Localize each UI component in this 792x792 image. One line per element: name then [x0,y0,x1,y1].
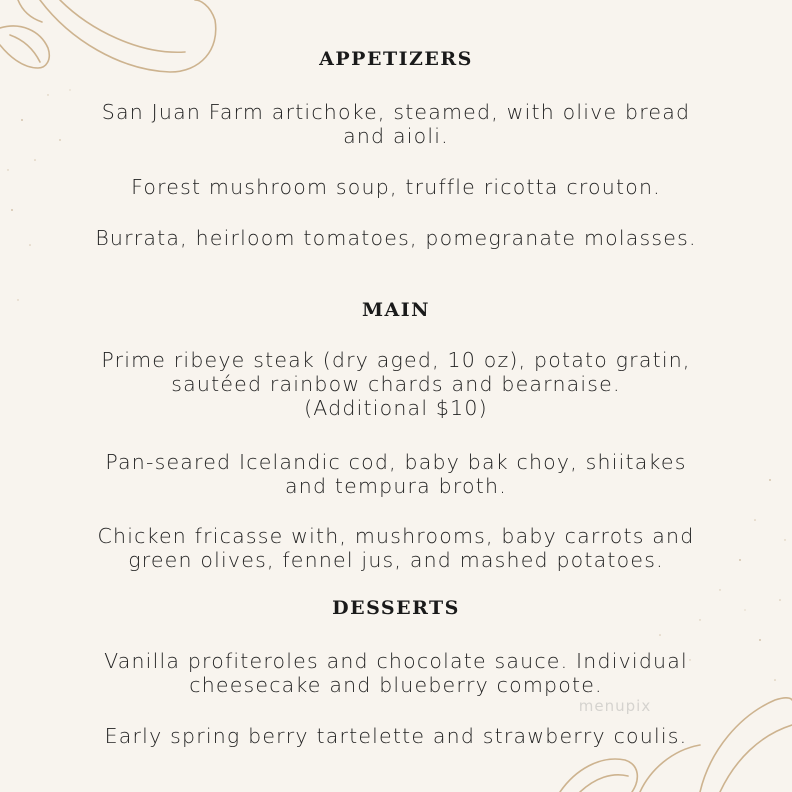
menu-item [40,724,752,748]
menu-item [40,226,752,250]
menu-item-line: green olives, fennel jus, and mashed potatoes. [128,548,664,572]
menu-item-line: Pan-seared Icelandic cod, baby bak choy, shiitakes [105,450,687,474]
menu-item-line: Forest mushroom soup, truffle ricotta crouton. [131,175,661,199]
menu-item [40,100,752,148]
menu-item-line: and tempura broth. [285,474,507,498]
menu-item-line: cheesecake and blueberry compote. [189,673,603,697]
menu-item-line: sautéed rainbow chards and bearnaise. [171,372,621,396]
appetizers-heading: APPETIZERS [319,48,473,70]
menu-item [40,524,752,572]
menu-item [40,450,752,498]
desserts-heading: DESSERTS [332,597,460,619]
menu-item-line: Early spring berry tartelette and strawberry coulis. [104,724,688,748]
menu-item [40,649,752,697]
menu-item-line: Vanilla profiteroles and chocolate sauce. Individual [104,649,688,673]
menu-item-line: Chicken fricasse with, mushrooms, baby carrots and [97,524,695,548]
menu-item [40,348,752,420]
menu-item [40,175,752,199]
menu-item-line: San Juan Farm artichoke, steamed, with olive bread [101,100,691,124]
main-heading: MAIN [361,299,431,321]
menu-item-line: and aioli. [343,124,449,148]
watermark: menupix [578,697,652,715]
menu-item-line: Prime ribeye steak (dry aged, 10 oz), potato gratin, [101,348,691,372]
menu-item-line: (Additional $10) [304,396,488,420]
menu-item-line: Burrata, heirloom tomatoes, pomegranate molasses. [95,226,697,250]
